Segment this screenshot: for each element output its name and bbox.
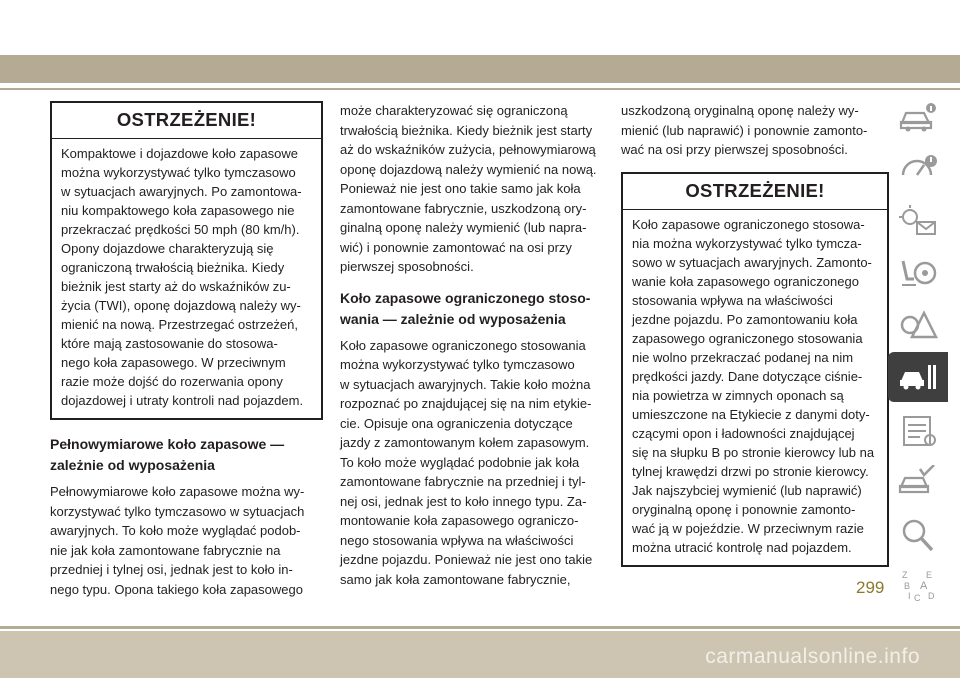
text-line: zapasowego ograniczonego stosowania bbox=[632, 330, 863, 346]
footer-rule bbox=[0, 626, 960, 629]
text-line: oryginalną oponę i ponownie zamonto- bbox=[632, 501, 856, 517]
tab-seats[interactable] bbox=[888, 248, 948, 298]
text-line: niu kompaktowego koła zapasowego nie bbox=[61, 203, 295, 218]
text-line: oponę dojazdową należy wymienić na nową. bbox=[340, 161, 597, 177]
text-line: awaryjnych. To koło może wyglądać podob- bbox=[50, 523, 301, 538]
paragraph-full-size-spare bbox=[50, 482, 323, 599]
text-line: trwałością bieżnika. Kiedy bieżnik jest starty bbox=[340, 122, 593, 138]
heading-line: Pełnowymiarowe koło zapasowe — bbox=[50, 436, 285, 452]
index-letter: B bbox=[904, 581, 911, 591]
text-line: samo jak koła zamontowane fabrycznie, bbox=[340, 571, 571, 587]
column-left bbox=[50, 101, 323, 599]
text-line: uszkodzoną oryginalną oponę należy wy- bbox=[621, 103, 859, 118]
text-line: wać ją w pojeździe. W przeciwnym razie bbox=[632, 520, 864, 536]
text-line: zamontowane fabrycznie, uszkodzoną ory- bbox=[340, 200, 587, 216]
text-line: czącymi opon i ładowności znajdującej bbox=[632, 425, 855, 441]
section-heading-full-size-spare bbox=[50, 434, 323, 476]
text-line: jezdne pojazdu. Ponieważ nie jest ono takie bbox=[340, 552, 593, 567]
text-line: To koło może wyglądać podobnie jak koła bbox=[340, 454, 580, 470]
warning-box-2 bbox=[621, 172, 889, 567]
text-line: nej osi, jednak jest to koło innego typu. Za- bbox=[340, 493, 587, 509]
text-line: rozpoznać po znajdującej się na nim etykie- bbox=[340, 396, 592, 411]
column-middle bbox=[340, 101, 604, 589]
text-line: wać na osi przy pierwszej sposobności. bbox=[621, 142, 848, 157]
text-line: nia powietrza w zimnych oponach są bbox=[632, 387, 844, 403]
text-line: jazdy z zamontowanym kołem zapasowym. bbox=[340, 435, 590, 450]
text-line: tylnej krawędzi drzwi po stronie kierowcy. bbox=[632, 463, 869, 479]
text-line: stosowania wpływa na właściwości bbox=[632, 292, 833, 308]
text-line: nego typu. Opona takiego koła zapasowego bbox=[50, 581, 303, 597]
text-line: wanie koła zapasowego ograniczonego bbox=[632, 273, 859, 289]
page-number: 299 bbox=[856, 578, 885, 597]
tab-index[interactable] bbox=[888, 562, 948, 612]
paragraph-limited-spare bbox=[340, 336, 604, 590]
text-line: bieżnik jest starty aż do wskaźników zu- bbox=[61, 279, 291, 294]
alphabet-index-icon bbox=[898, 569, 938, 605]
text-line: nie wolno przekraczać podanej na nim bbox=[632, 349, 854, 365]
heading-line: zależnie od wyposażenia bbox=[50, 457, 215, 473]
text-line: dojazdowej i utraty kontroli nad pojazdem. bbox=[61, 393, 304, 408]
text-line: które mają zastosowanie do stosowa- bbox=[61, 336, 278, 351]
warning-text-2 bbox=[623, 210, 887, 565]
watermark-text: carmanualsonline.info bbox=[705, 645, 920, 668]
seat-steering-icon bbox=[898, 255, 938, 291]
text-line: nego koła zapasowego. W przeciwnym bbox=[61, 355, 286, 370]
text-line: Opony dojazdowe charakteryzują się bbox=[61, 241, 274, 256]
paragraph-continued-2 bbox=[621, 101, 889, 160]
text-line: Koło zapasowe ograniczonego stosowa- bbox=[632, 216, 865, 232]
car-check-icon bbox=[898, 465, 938, 501]
tab-car-info[interactable] bbox=[888, 92, 948, 142]
text-line: przedniej i tylnej osi, jednak jest to koło in- bbox=[50, 562, 293, 577]
header-rule bbox=[0, 88, 960, 90]
tab-search[interactable] bbox=[888, 510, 948, 560]
text-line: życia (TWI), oponę dojazdową należy wy- bbox=[61, 298, 301, 313]
text-line: montowanie koła zapasowego ograniczo- bbox=[340, 513, 579, 528]
text-line: razie może dojść do rozerwania opony bbox=[61, 374, 283, 389]
warning-box-1 bbox=[50, 101, 323, 420]
tab-specs[interactable] bbox=[888, 458, 948, 508]
warning-text-1 bbox=[52, 139, 321, 418]
text-line: nego stosowania wpływa na właściwości bbox=[340, 532, 574, 548]
section-heading-limited-spare bbox=[340, 288, 604, 330]
text-line: w sytuacjach awaryjnych. Takie koło można bbox=[340, 376, 591, 392]
text-line: nie jak koła zamontowane fabrycznie na bbox=[50, 542, 281, 558]
text-line: Koło zapasowe ograniczonego stosowania bbox=[340, 337, 586, 353]
lights-message-icon bbox=[898, 203, 938, 239]
header-band bbox=[0, 55, 960, 83]
text-line: sowo w sytuacjach awaryjnych. Zamonto- bbox=[632, 254, 872, 270]
text-line: jezdne pojazdu. Po zamontowaniu koła bbox=[632, 311, 858, 327]
warning-title-2: OSTRZEŻENIE! bbox=[623, 174, 887, 210]
text-line: Pełnowymiarowe koło zapasowe można wy- bbox=[50, 484, 305, 499]
tab-safety[interactable] bbox=[888, 300, 948, 350]
text-line: mienić na nową. Przestrzegać ostrzeżeń, bbox=[61, 317, 298, 332]
index-letter: A bbox=[920, 580, 928, 592]
index-letter: C bbox=[914, 593, 921, 603]
index-letter: D bbox=[928, 591, 935, 601]
hazard-triangle-icon bbox=[898, 307, 938, 343]
car-tools-icon bbox=[898, 359, 938, 395]
text-line: zamontowane fabrycznie na przedniej i tyl- bbox=[340, 474, 586, 489]
paragraph-continued bbox=[340, 101, 604, 277]
text-line: mienić (lub naprawić) i ponownie zamonto- bbox=[621, 122, 868, 138]
warning-title-1: OSTRZEŻENIE! bbox=[52, 103, 321, 139]
text-line: cie. Opisuje ona ograniczenia dotyczące bbox=[340, 415, 573, 431]
text-line: można wykorzystywać tylko tymczasowo bbox=[340, 357, 575, 372]
tab-dashboard[interactable] bbox=[888, 144, 948, 194]
heading-line: wania — zależnie od wyposażenia bbox=[340, 310, 566, 327]
text-line: Kompaktowe i dojazdowe koło zapasowe bbox=[61, 146, 299, 161]
heading-line: Koło zapasowe ograniczonego stoso- bbox=[340, 289, 591, 306]
tab-lights[interactable] bbox=[888, 196, 948, 246]
index-letter: E bbox=[926, 570, 933, 580]
search-icon bbox=[898, 517, 938, 553]
text-line: można utracić kontrolę nad pojazdem. bbox=[632, 539, 852, 555]
text-line: nia można wykorzystywać tylko tymcza- bbox=[632, 235, 862, 251]
text-line: się na słupku B po stronie kierowcy lub na bbox=[632, 444, 875, 460]
text-line: umieszczone na Etykiecie z danymi doty- bbox=[632, 406, 870, 422]
text-line: Jak najszybciej wymienić (lub naprawić) bbox=[632, 482, 862, 498]
text-line: aż do wskaźników zużycia, pełnowymiarową bbox=[340, 142, 596, 157]
index-letter: I bbox=[908, 591, 911, 601]
text-line: przekraczać prędkości 50 mph (80 km/h). bbox=[61, 222, 300, 237]
tab-maintenance[interactable] bbox=[888, 406, 948, 456]
text-line: ginalną oponę należy wymienić (lub napra- bbox=[340, 220, 587, 235]
car-info-icon bbox=[898, 99, 938, 135]
maintenance-list-icon bbox=[898, 413, 938, 449]
top-margin bbox=[0, 0, 960, 55]
dashboard-warning-icon bbox=[898, 151, 938, 187]
text-line: ograniczoną trwałością bieżnika. Kiedy bbox=[61, 260, 285, 275]
text-line: w sytuacjach awaryjnych. Po zamontowa- bbox=[61, 184, 302, 199]
index-letter: Z bbox=[902, 570, 908, 580]
text-line: można wykorzystywać tylko tymczasowo bbox=[61, 165, 296, 180]
text-line: wić) i ponownie zamontować na osi przy bbox=[340, 239, 572, 255]
column-right bbox=[621, 101, 889, 567]
text-line: Ponieważ nie jest ono takie samo jak koła bbox=[340, 181, 581, 196]
text-line: może charakteryzować się ograniczoną bbox=[340, 103, 568, 118]
text-line: prędkości jazdy. Dane dotyczące ciśnie- bbox=[632, 368, 863, 384]
text-line: pierwszej sposobności. bbox=[340, 259, 474, 274]
tab-service-active[interactable] bbox=[888, 352, 948, 402]
text-line: korzystywać tylko tymczasowo w sytuacjach bbox=[50, 503, 305, 519]
